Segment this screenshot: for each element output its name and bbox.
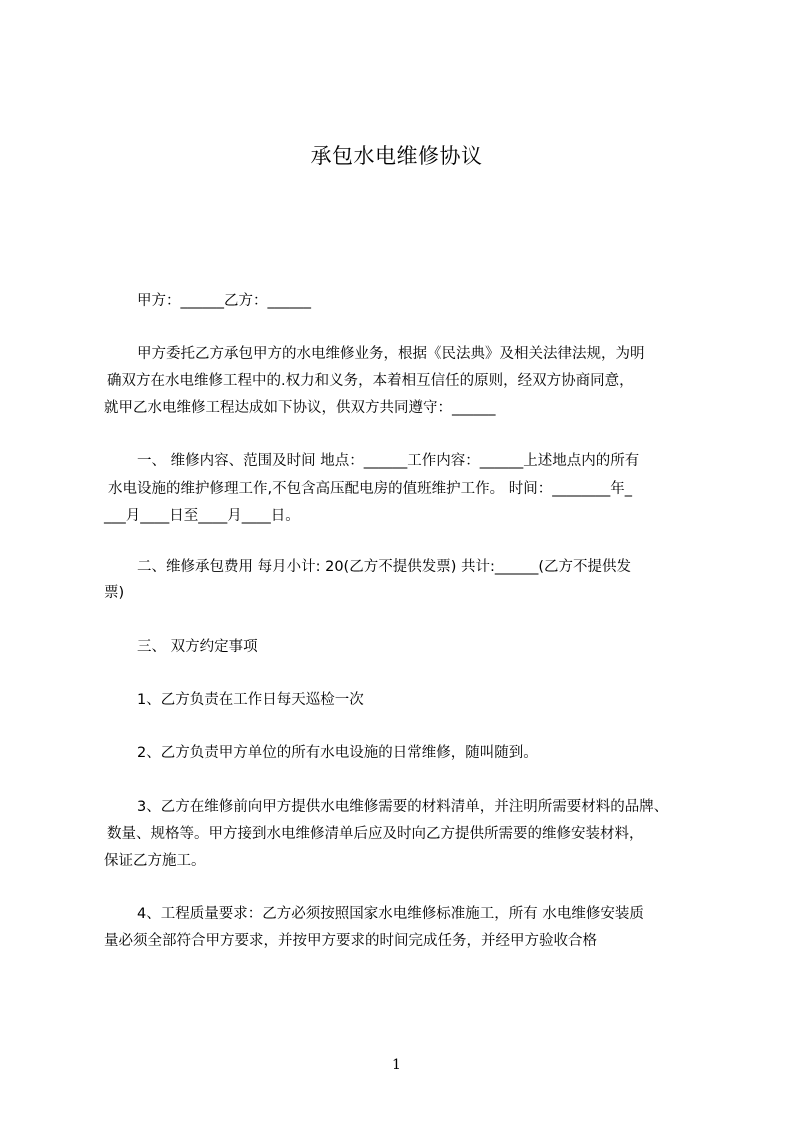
section2-line-1: 二、维修承包费用 每月小计: 20(乙方不提供发票) 共计:______(乙方不提供发 (137, 559, 632, 575)
section2-line-2: 票) (104, 585, 125, 601)
section3-item-3-line-1: 3、乙方在维修前向甲方提供水电维修需要的材料清单，并注明所需要材料的品牌、 (137, 799, 669, 815)
section3-item-1: 1、乙方负责在工作日每天巡检一次 (137, 692, 364, 708)
document-title: 承包水电维修协议 (310, 144, 483, 168)
section1-line-3: ___月____日至____月____日。 (104, 508, 300, 524)
intro-line-2: 确双方在水电维修工程中的.权力和义务，本着相互信任的原则，经双方协商同意， (107, 373, 634, 389)
section3-item-4-line-1: 4、工程质量要求：乙方必须按照国家水电维修标准施工，所有 水电维修安装质 (137, 906, 644, 922)
section3-item-3-line-3: 保证乙方施工。 (104, 853, 206, 869)
section3-item-2: 2、乙方负责甲方单位的所有水电设施的日常维修，随叫随到。 (137, 745, 538, 761)
intro-line-1: 甲方委托乙方承包甲方的水电维修业务，根据《民法典》及相关法律法规，为明 (137, 346, 645, 362)
section3-item-4-line-2: 量必须全部符合甲方要求，并按甲方要求的时间完成任务，并经甲方验收合格 (104, 933, 597, 949)
section1-line-2: 水电设施的维护修理工作,不包含高压配电房的值班维护工作。 时间：________年_ (108, 481, 632, 497)
section3-item-3-line-2: 数量、规格等。甲方接到水电维修清单后应及时向乙方提供所需要的维修安装材料， (107, 826, 644, 842)
section3-heading: 三、 双方约定事项 (137, 639, 258, 655)
section1-line-1: 一、 维修内容、范围及时间 地点：______工作内容：______上述地点内的所有 (137, 453, 640, 469)
parties-line: 甲方：______乙方：______ (137, 293, 311, 309)
page-number: 1 (392, 1057, 401, 1073)
intro-line-3: 就甲乙水电维修工程达成如下协议，供双方共同遵守：______ (104, 400, 496, 416)
